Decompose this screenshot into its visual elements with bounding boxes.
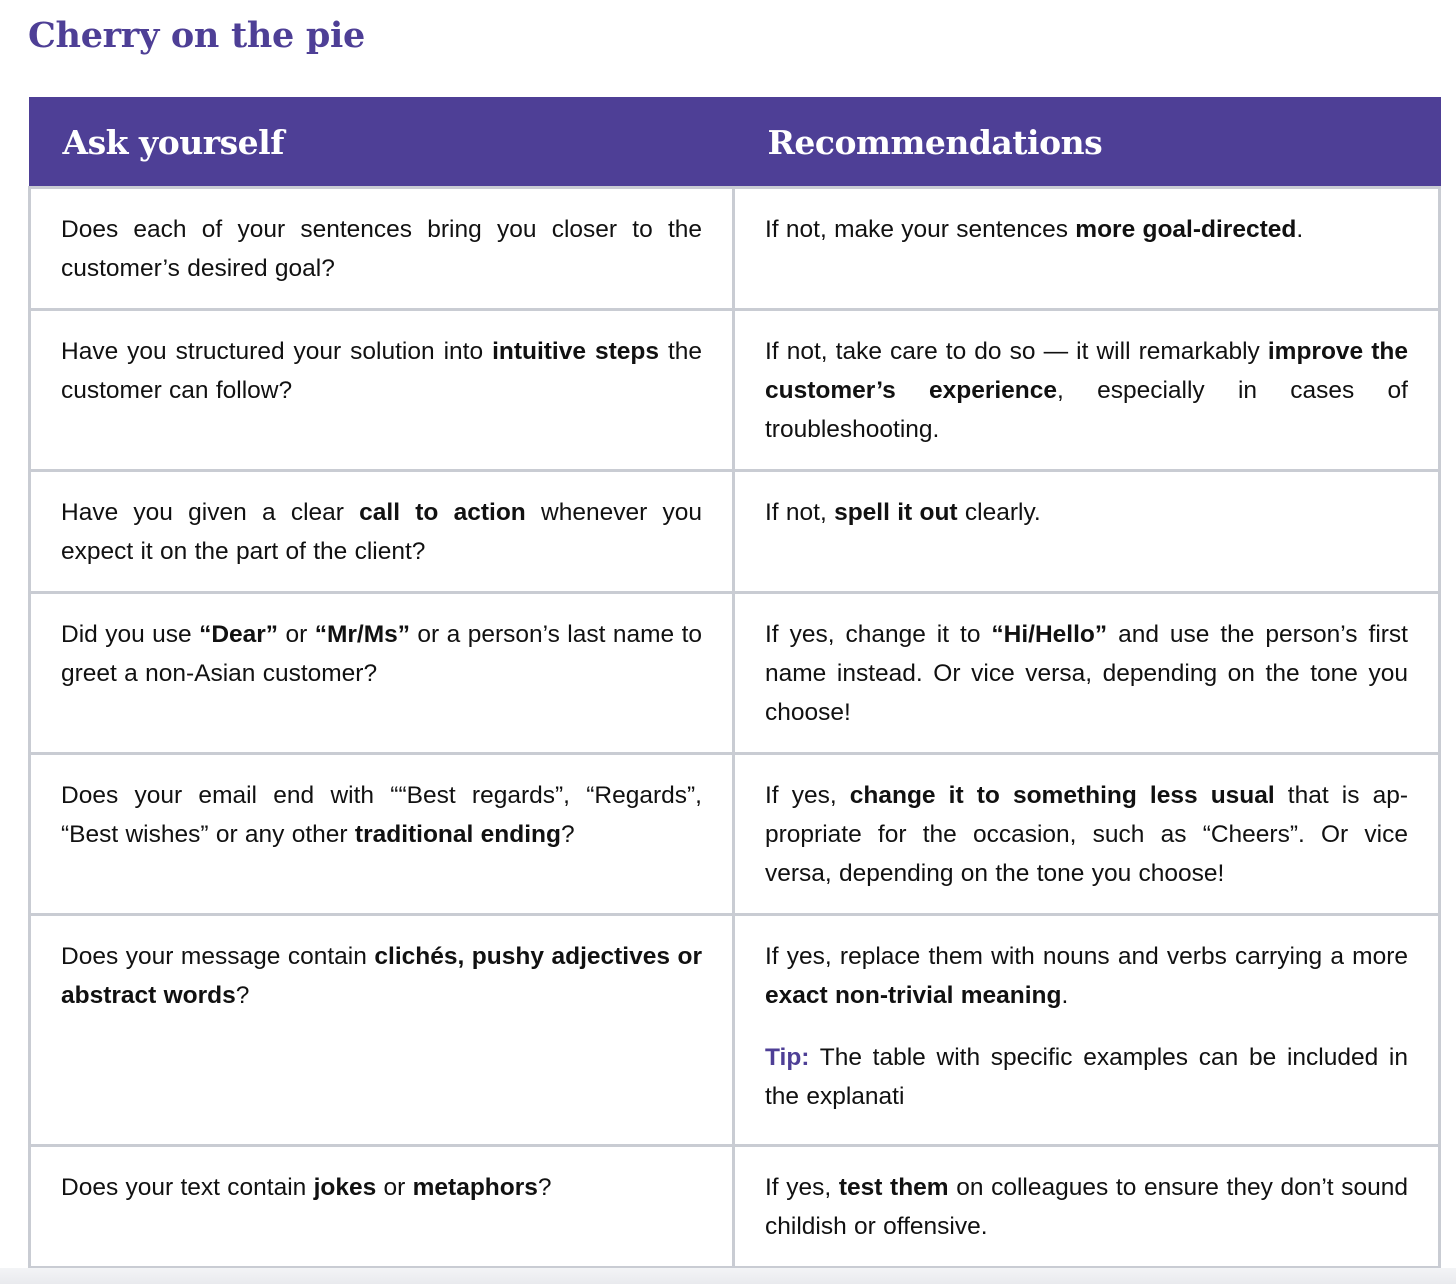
recommendation-cell: [734, 753, 1440, 914]
table-row: [30, 470, 1440, 592]
recommendation-text: If yes, change it to something less usual that is appropriate for the occasion, such as “Cheers”. Or vice versa, depending on the tone you choose!: [765, 781, 1409, 887]
recommendation-text: If yes, test them on colleagues to ensure they don’t sound childish or offensive.: [765, 1173, 1408, 1240]
recommendation-cell: [734, 309, 1440, 470]
recommendation-cell: [734, 914, 1440, 1145]
tip-label: Tip:: [765, 1043, 810, 1071]
recommendation-text: If not, make your sentences more goal-directed.: [765, 215, 1304, 243]
table-row: [30, 1145, 1440, 1267]
recommendation-cell: [734, 1145, 1440, 1267]
table-row: [30, 592, 1440, 753]
ask-text: Does your message contain clichés, pushy adjectives or abstract words?: [61, 942, 703, 1009]
bottom-shadow: [0, 1268, 1456, 1284]
ask-cell: [30, 470, 734, 592]
tip-note: [765, 1038, 1408, 1116]
ask-text: Does your email end with ““Best regards”, “Regards”, “Best wishes” or any other traditional ending?: [61, 781, 702, 848]
recommendations-table: [28, 97, 1441, 1269]
ask-text: Did you use “Dear” or “Mr/Ms” or a person’s last name to greet a non-Asian customer?: [61, 620, 702, 687]
ask-text: Does your text contain jokes or metaphors?: [61, 1173, 552, 1201]
header-ask-yourself: Ask yourself: [30, 98, 734, 187]
table-row: [30, 753, 1440, 914]
recommendations-table-container: [28, 97, 1438, 1269]
table-header-row: [30, 98, 1440, 187]
recommendation-cell: [734, 592, 1440, 753]
ask-text: Have you structured your solution into intuitive steps the customer can follow?: [61, 337, 702, 404]
ask-cell: [30, 309, 734, 470]
tip-text: The table with specific examples can be included in the explanati: [765, 1043, 1408, 1110]
table-row: [30, 914, 1440, 1145]
header-recommendations: Recommendations: [734, 98, 1440, 187]
page-title: Cherry on the pie: [28, 15, 365, 56]
recommendation-cell: [734, 187, 1440, 309]
ask-cell: [30, 592, 734, 753]
ask-text: Does each of your sentences bring you closer to the customer’s desired goal?: [61, 215, 702, 282]
recommendation-text: If not, spell it out clearly.: [765, 498, 1041, 526]
ask-cell: [30, 914, 734, 1145]
ask-cell: [30, 753, 734, 914]
table-row: [30, 187, 1440, 309]
ask-cell: [30, 187, 734, 309]
recommendation-text: If yes, replace them with nouns and verbs carrying a more exact non-trivial meaning.: [765, 942, 1408, 1009]
recommendation-cell: [734, 470, 1440, 592]
recommendation-text: If yes, change it to “Hi/Hello” and use the person’s first name instead. Or vice versa, depending on the tone you choose!: [765, 620, 1408, 726]
ask-cell: [30, 1145, 734, 1267]
ask-text: Have you given a clear call to action whenever you expect it on the part of the client?: [61, 498, 702, 565]
table-row: [30, 309, 1440, 470]
recommendation-text: If not, take care to do so — it will remarkably improve the customer’s experience, especially in cases of troubleshooting.: [765, 337, 1408, 443]
